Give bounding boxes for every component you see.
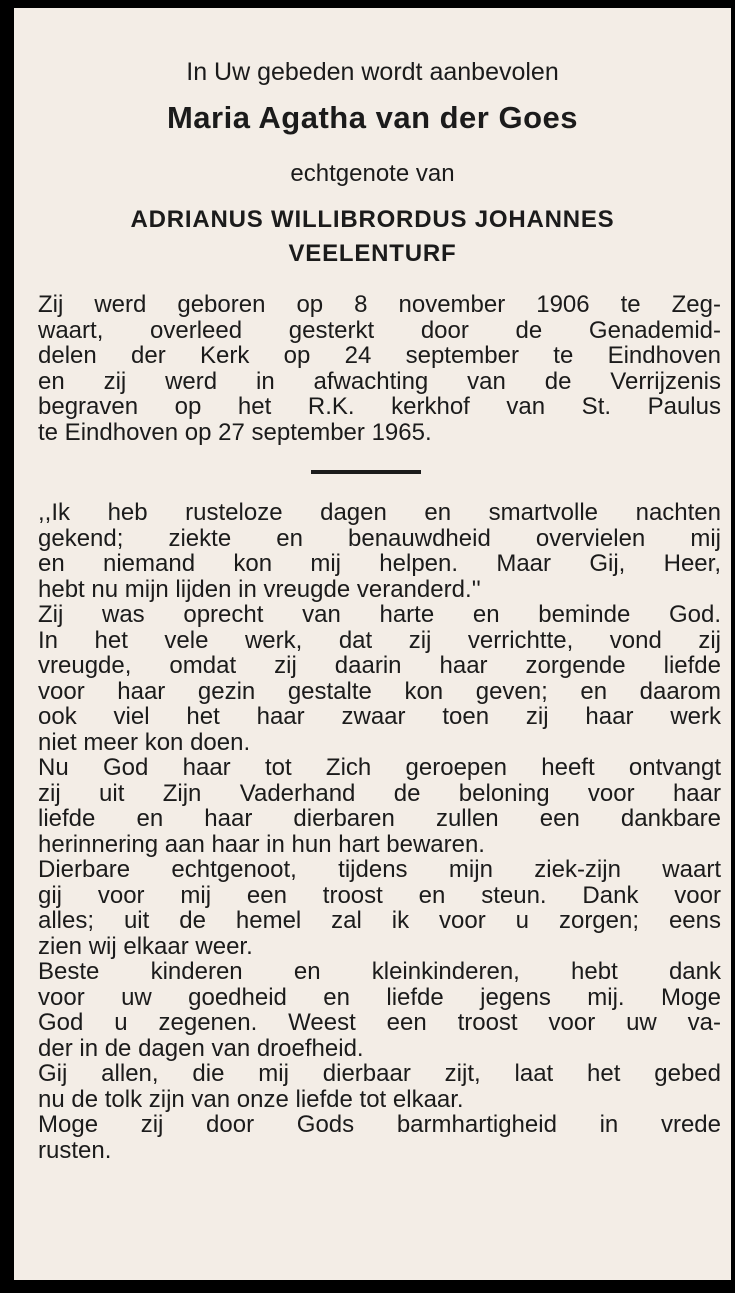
text-line: ,,Ik heb rusteloze dagen en smartvolle nachten xyxy=(38,500,721,526)
text-line: Nu God haar tot Zich geroepen heeft ontvangt xyxy=(38,755,721,781)
text-line: zien wij elkaar weer. xyxy=(38,933,253,959)
intro-line: In Uw gebeden wordt aanbevolen xyxy=(186,58,559,86)
text-line: voor uw goedheid en liefde jegens mij. Moge xyxy=(38,984,721,1010)
text-line: Dierbare echtgenoot, tijdens mijn ziek-zijn waart xyxy=(38,857,721,883)
text-line: hebt nu mijn lijden in vreugde veranderd.'' xyxy=(38,576,481,602)
bio-line: Zij werd geboren op 8 november 1906 te Zeg- xyxy=(38,292,721,318)
text-line: herinnering aan haar in hun hart bewaren. xyxy=(38,831,485,857)
deceased-name: Maria Agatha van der Goes xyxy=(166,100,579,135)
text-line: alles; uit de hemel zal ik voor u zorgen; eens xyxy=(38,908,721,934)
text-line: zij uit Zijn Vaderhand de beloning voor haar xyxy=(38,780,721,806)
text-line: ook viel het haar zwaar toen zij haar werk xyxy=(38,704,721,730)
husband-name-line-2: VEELENTURF xyxy=(288,240,457,267)
text-line: In het vele werk, dat zij verrichtte, vond zij xyxy=(38,627,721,653)
biography-paragraph xyxy=(38,292,721,445)
text-line: rusten. xyxy=(38,1137,112,1163)
spouse-of-line: echtgenote van xyxy=(290,160,455,187)
husband-name-line-1: ADRIANUS WILLIBRORDUS JOHANNES xyxy=(130,206,615,233)
text-line: der in de dagen van droefheid. xyxy=(38,1035,364,1061)
text-line: voor haar gezin gestalte kon geven; en daarom xyxy=(38,678,721,704)
text-line: vreugde, omdat zij daarin haar zorgende liefde xyxy=(38,653,721,679)
text-line: liefde en haar dierbaren zullen een dankbare xyxy=(38,806,721,832)
text-line: God u zegenen. Weest een troost voor uw va- xyxy=(38,1010,721,1036)
prayer-text xyxy=(38,500,721,1163)
memorial-card xyxy=(14,8,731,1280)
bio-line: begraven op het R.K. kerkhof van St. Paulus xyxy=(38,394,721,420)
text-line: en niemand kon mij helpen. Maar Gij, Heer, xyxy=(38,551,721,577)
text-line: Beste kinderen en kleinkinderen, hebt dank xyxy=(38,959,721,985)
text-line: nu de tolk zijn van onze liefde tot elkaar. xyxy=(38,1086,464,1112)
bio-line: en zij werd in afwachting van de Verrijzenis xyxy=(38,368,721,394)
text-line: Moge zij door Gods barmhartigheid in vrede xyxy=(38,1112,721,1138)
text-line: gekend; ziekte en benauwdheid overvielen mij xyxy=(38,525,721,551)
text-line: niet meer kon doen. xyxy=(38,729,251,755)
text-line: gij voor mij een troost en steun. Dank voor xyxy=(38,882,721,908)
divider-rule xyxy=(311,470,421,474)
bio-line: delen der Kerk op 24 september te Eindhoven xyxy=(38,343,721,369)
text-line: Gij allen, die mij dierbaar zijt, laat het gebed xyxy=(38,1061,721,1087)
bio-line: te Eindhoven op 27 september 1965. xyxy=(38,419,432,445)
text-line: Zij was oprecht van harte en beminde God. xyxy=(38,602,721,628)
bio-line: waart, overleed gesterkt door de Genademid- xyxy=(38,317,721,343)
